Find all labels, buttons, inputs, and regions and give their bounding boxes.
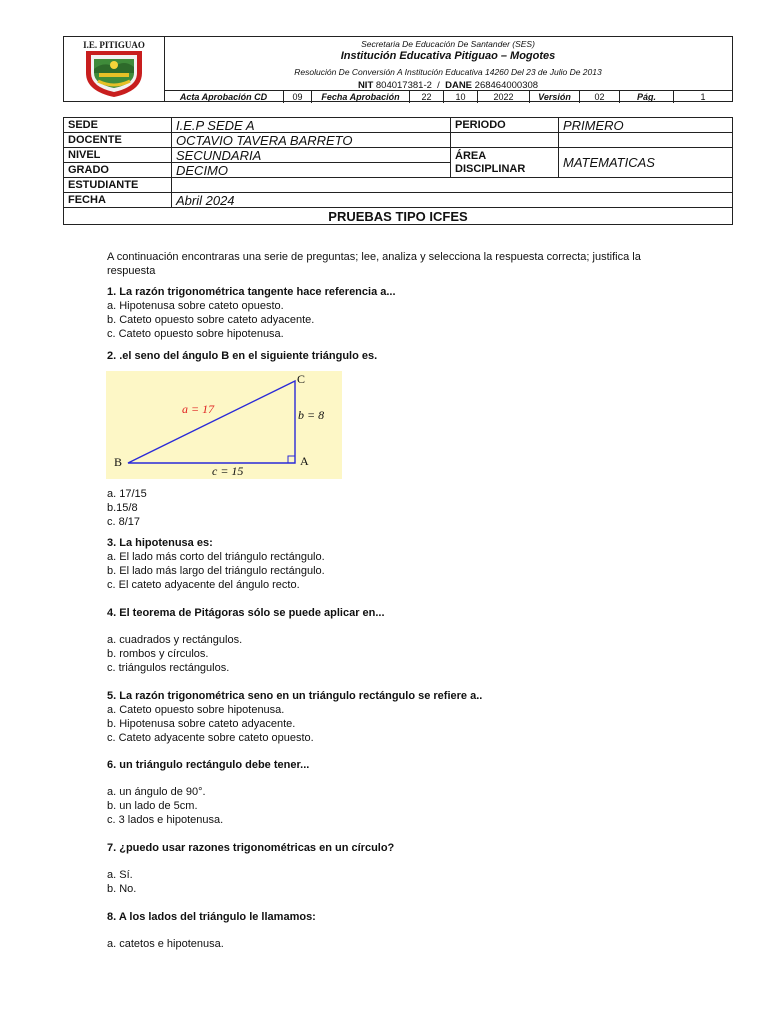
q4-option-a[interactable]: a. cuadrados y rectángulos.: [107, 634, 243, 646]
q3-option-b[interactable]: b. El lado más largo del triángulo rectángulo.: [107, 565, 325, 577]
estudiante-field[interactable]: [172, 178, 733, 193]
q2-option-b[interactable]: b.15/8: [107, 502, 138, 514]
estudiante-label: ESTUDIANTE: [64, 178, 172, 193]
approval-year: 2022: [478, 91, 530, 103]
vertex-a-label: A: [300, 454, 309, 468]
resolution-line: Resolución De Conversión A Institución Educativa 14260 Del 23 de Julio De 2013: [294, 67, 602, 77]
grado-label: GRADO: [64, 163, 172, 178]
hypotenuse-label: a = 17: [182, 402, 215, 416]
vertex-b-label: B: [114, 455, 123, 469]
q3-option-a[interactable]: a. El lado más corto del triángulo rectángulo.: [107, 551, 325, 563]
version-value: 02: [580, 91, 620, 103]
periodo-value: PRIMERO: [559, 118, 733, 133]
nit-value: 804017381-2: [375, 80, 432, 91]
periodo-label: PERIODO: [451, 118, 559, 133]
nit-label: NIT: [357, 80, 374, 91]
q2-option-c[interactable]: c. 8/17: [107, 516, 141, 528]
pag-label: Pág.: [620, 91, 674, 103]
question-4: 4. El teorema de Pitágoras sólo se puede aplicar en...: [107, 607, 385, 619]
q1-option-a[interactable]: a. Hipotenusa sobre cateto opuesto.: [107, 300, 284, 312]
school-shield-logo: [64, 37, 164, 101]
question-7: 7. ¿puedo usar razones trigonométricas en un círculo?: [107, 842, 395, 854]
institution-name: Institución Educativa Pitiguao – Mogotes: [340, 50, 556, 62]
instructions: A continuación encontraras una serie de preguntas; lee, analiza y selecciona la respuesta correcta; justifica la respuesta: [107, 251, 641, 277]
institution-header: [63, 36, 733, 102]
area-value: MATEMATICAS: [559, 148, 733, 178]
fecha-value: Abril 2024: [172, 193, 733, 208]
q1-option-c[interactable]: c. Cateto opuesto sobre hipotenusa.: [107, 328, 284, 340]
q1-option-b[interactable]: b. Cateto opuesto sobre cateto adyacente.: [107, 314, 315, 326]
side-b-label: b = 8: [298, 408, 325, 422]
q7-option-b[interactable]: b. No.: [107, 883, 137, 895]
fecha-label: FECHA: [64, 193, 172, 208]
q7-option-a[interactable]: a. Sí.: [107, 869, 133, 881]
area-label: ÁREA DISCIPLINAR: [451, 148, 559, 178]
test-title: PRUEBAS TIPO ICFES: [64, 208, 733, 225]
q4-option-c[interactable]: c. triángulos rectángulos.: [107, 662, 230, 674]
nit-dane-separator: /: [437, 80, 440, 91]
approval-row: [164, 90, 732, 103]
approval-month: 10: [444, 91, 478, 103]
approval-day: 22: [410, 91, 444, 103]
q4-option-b[interactable]: b. rombos y círculos.: [107, 648, 209, 660]
question-1: 1. La razón trigonométrica tangente hace referencia a...: [107, 286, 396, 298]
dane-label: DANE: [445, 80, 473, 91]
acta-label: Acta Aprobación CD: [164, 91, 284, 103]
docente-label: DOCENTE: [64, 133, 172, 148]
q6-option-c[interactable]: c. 3 lados e hipotenusa.: [107, 814, 224, 826]
q6-option-a[interactable]: a. un ángulo de 90°.: [107, 786, 206, 798]
q5-option-c[interactable]: c. Cateto adyacente sobre cateto opuesto.: [107, 732, 314, 744]
pag-value: 1: [700, 92, 706, 102]
nivel-value: SECUNDARIA: [172, 148, 451, 163]
q2-option-a[interactable]: a. 17/15: [107, 488, 147, 500]
secretaria-line: Secretaria De Educación De Santander (SES): [361, 39, 535, 49]
q5-option-a[interactable]: a. Cateto opuesto sobre hipotenusa.: [107, 704, 285, 716]
dane-value: 268464000308: [474, 80, 539, 91]
grado-value: DECIMO: [172, 163, 451, 178]
question-8: 8. A los lados del triángulo le llamamos:: [107, 911, 316, 923]
logo-text: I.E. PITIGUAO: [83, 40, 145, 50]
question-5: 5. La razón trigonométrica seno en un triángulo rectángulo se refiere a..: [107, 690, 483, 702]
acta-value: 09: [284, 91, 312, 103]
q8-option-a[interactable]: a. catetos e hipotenusa.: [107, 938, 224, 950]
right-triangle-figure: [106, 371, 342, 479]
q6-option-b[interactable]: b. un lado de 5cm.: [107, 800, 198, 812]
question-6: 6. un triángulo rectángulo debe tener...: [107, 759, 310, 771]
nivel-label: NIVEL: [64, 148, 172, 163]
fecha-aprobacion-label: Fecha Aprobación: [312, 91, 410, 103]
version-label: Versión: [530, 91, 580, 103]
q3-option-c[interactable]: c. El cateto adyacente del ángulo recto.: [107, 579, 300, 591]
side-c-label: c = 15: [212, 464, 244, 478]
vertex-c-label: C: [297, 372, 306, 386]
sede-value: I.E.P SEDE A: [172, 118, 451, 133]
question-3: 3. La hipotenusa es:: [107, 537, 213, 549]
q5-option-b[interactable]: b. Hipotenusa sobre cateto adyacente.: [107, 718, 296, 730]
question-2: 2. .el seno del ángulo B en el siguiente triángulo es.: [107, 350, 378, 362]
sede-label: SEDE: [64, 118, 172, 133]
student-info-table: [63, 117, 733, 225]
logo-cell: [64, 37, 165, 101]
docente-value: OCTAVIO TAVERA BARRETO: [172, 133, 451, 148]
